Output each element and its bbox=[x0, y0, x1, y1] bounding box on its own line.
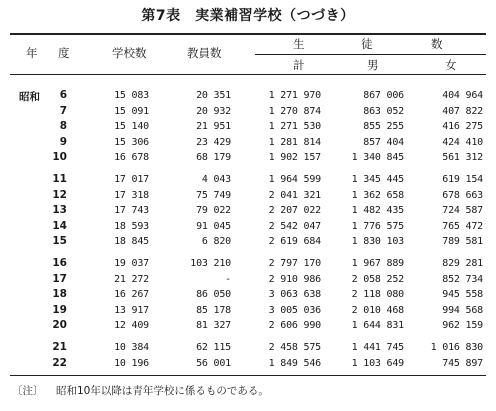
cell-total: 2 458 575 bbox=[268, 342, 321, 353]
cell-male: 867 006 bbox=[363, 90, 404, 101]
students-header-rule bbox=[255, 54, 486, 55]
row-year: 10 bbox=[52, 151, 67, 163]
row-year: 6 bbox=[59, 89, 67, 101]
cell-schools: 10 384 bbox=[114, 342, 149, 353]
cell-teachers: 62 115 bbox=[196, 342, 231, 353]
note-text: 昭和10年以降は青年学校に係るものである。 bbox=[56, 385, 269, 397]
row-year: 11 bbox=[52, 173, 67, 185]
cell-schools: 15 091 bbox=[114, 105, 149, 117]
cell-total: 1 902 157 bbox=[268, 152, 321, 163]
cell-teachers: 86 050 bbox=[196, 289, 231, 300]
row-year: 19 bbox=[52, 303, 67, 316]
cell-male: 1 482 435 bbox=[351, 205, 404, 216]
cell-female: 678 663 bbox=[442, 189, 483, 201]
cell-female: 619 154 bbox=[442, 174, 483, 185]
row-year: 17 bbox=[52, 272, 67, 285]
header-male: 男 bbox=[367, 58, 379, 72]
cell-male: 1 967 889 bbox=[351, 258, 404, 269]
cell-total: 1 270 874 bbox=[268, 105, 321, 117]
cell-female: 962 159 bbox=[442, 320, 483, 331]
row-year: 13 bbox=[52, 204, 67, 216]
row-year: 12 bbox=[52, 188, 67, 201]
header-teachers: 教員数 bbox=[187, 46, 222, 60]
cell-schools: 16 678 bbox=[114, 152, 149, 163]
header-bottom-rule bbox=[10, 74, 486, 75]
cell-teachers: 20 351 bbox=[196, 90, 231, 101]
cell-male: 1 103 649 bbox=[351, 357, 404, 369]
cell-teachers: 20 932 bbox=[196, 105, 231, 117]
cell-male: 1 644 831 bbox=[351, 320, 404, 331]
cell-total: 2 207 022 bbox=[268, 205, 321, 216]
cell-total: 2 606 990 bbox=[268, 320, 321, 331]
row-year: 9 bbox=[59, 135, 67, 148]
cell-male: 855 255 bbox=[363, 121, 404, 132]
cell-total: 1 281 814 bbox=[268, 136, 321, 148]
cell-male: 863 052 bbox=[363, 105, 404, 117]
cell-teachers: 103 210 bbox=[190, 258, 231, 269]
cell-total: 1 849 546 bbox=[268, 357, 321, 369]
cell-male: 2 010 468 bbox=[351, 304, 404, 316]
cell-female: 724 587 bbox=[442, 205, 483, 216]
cell-teachers: 56 001 bbox=[196, 357, 231, 369]
cell-schools: 18 845 bbox=[114, 236, 149, 247]
cell-male: 2 058 252 bbox=[351, 273, 404, 285]
cell-schools: 12 409 bbox=[114, 320, 149, 331]
cell-teachers: 85 178 bbox=[196, 304, 231, 316]
cell-teachers: 79 022 bbox=[196, 205, 231, 216]
cell-teachers: 4 043 bbox=[201, 174, 231, 185]
cell-schools: 17 743 bbox=[114, 205, 149, 216]
cell-female: 416 275 bbox=[442, 121, 483, 132]
header-students-2: 徒 bbox=[361, 37, 373, 51]
row-year: 20 bbox=[52, 319, 67, 331]
cell-total: 2 542 047 bbox=[268, 220, 321, 232]
cell-schools: 17 318 bbox=[114, 189, 149, 201]
header-female: 女 bbox=[445, 58, 457, 72]
cell-female: 424 410 bbox=[442, 136, 483, 148]
cell-total: 1 271 530 bbox=[268, 121, 321, 132]
cell-schools: 21 272 bbox=[114, 273, 149, 285]
cell-male: 1 830 103 bbox=[351, 236, 404, 247]
top-rule bbox=[10, 33, 486, 35]
cell-female: 852 734 bbox=[442, 273, 483, 285]
cell-total: 2 041 321 bbox=[268, 189, 321, 201]
table-title: 第7表 実業補習学校（つづき） bbox=[141, 8, 355, 24]
era-label: 昭和 bbox=[19, 91, 40, 103]
cell-male: 1 776 575 bbox=[351, 220, 404, 232]
note-label: 〔注〕 bbox=[12, 385, 44, 397]
row-year: 14 bbox=[52, 219, 67, 232]
row-year: 21 bbox=[52, 341, 67, 353]
cell-female: 407 822 bbox=[442, 105, 483, 117]
row-year: 15 bbox=[52, 235, 67, 247]
cell-female: 765 472 bbox=[442, 220, 483, 232]
cell-male: 857 404 bbox=[363, 136, 404, 148]
row-year: 16 bbox=[52, 257, 67, 269]
cell-total: 1 964 599 bbox=[268, 174, 321, 185]
cell-female: 829 281 bbox=[442, 258, 483, 269]
cell-teachers: - bbox=[225, 273, 231, 285]
row-year: 8 bbox=[59, 120, 67, 132]
cell-teachers: 23 429 bbox=[196, 136, 231, 148]
cell-female: 945 558 bbox=[442, 289, 483, 300]
cell-teachers: 21 951 bbox=[196, 121, 231, 132]
cell-male: 1 441 745 bbox=[351, 342, 404, 353]
cell-schools: 16 267 bbox=[114, 289, 149, 300]
cell-female: 789 581 bbox=[442, 236, 483, 247]
row-year: 18 bbox=[52, 288, 67, 300]
header-students-1: 生 bbox=[293, 37, 305, 51]
cell-male: 1 345 445 bbox=[351, 174, 404, 185]
row-year: 22 bbox=[52, 356, 67, 369]
cell-schools: 15 306 bbox=[114, 136, 149, 148]
cell-total: 3 063 638 bbox=[268, 289, 321, 300]
cell-schools: 15 083 bbox=[114, 90, 149, 101]
cell-schools: 13 917 bbox=[114, 304, 149, 316]
cell-schools: 18 593 bbox=[114, 220, 149, 232]
row-year: 7 bbox=[59, 104, 67, 117]
cell-total: 2 619 684 bbox=[268, 236, 321, 247]
cell-female: 561 312 bbox=[442, 152, 483, 163]
header-nendo-2: 度 bbox=[58, 46, 70, 60]
cell-schools: 15 140 bbox=[114, 121, 149, 132]
header-schools: 学校数 bbox=[112, 46, 147, 60]
bottom-rule bbox=[10, 375, 486, 376]
cell-total: 1 271 970 bbox=[268, 90, 321, 101]
cell-female: 1 016 830 bbox=[430, 342, 483, 353]
cell-female: 404 964 bbox=[442, 90, 483, 101]
cell-total: 2 797 170 bbox=[268, 258, 321, 269]
cell-schools: 19 037 bbox=[114, 258, 149, 269]
cell-schools: 17 017 bbox=[114, 174, 149, 185]
cell-male: 1 340 845 bbox=[351, 152, 404, 163]
cell-teachers: 81 327 bbox=[196, 320, 231, 331]
cell-total: 3 005 036 bbox=[268, 304, 321, 316]
header-students-3: 数 bbox=[431, 37, 443, 51]
cell-female: 745 897 bbox=[442, 357, 483, 369]
cell-total: 2 910 986 bbox=[268, 273, 321, 285]
cell-male: 1 362 658 bbox=[351, 189, 404, 201]
cell-teachers: 68 179 bbox=[196, 152, 231, 163]
cell-teachers: 6 820 bbox=[201, 236, 231, 247]
header-total: 計 bbox=[293, 58, 305, 72]
cell-schools: 10 196 bbox=[114, 357, 149, 369]
cell-teachers: 75 749 bbox=[196, 189, 231, 201]
cell-teachers: 91 045 bbox=[196, 220, 231, 232]
header-nendo-1: 年 bbox=[26, 46, 38, 60]
cell-female: 994 568 bbox=[442, 304, 483, 316]
cell-male: 2 118 080 bbox=[351, 289, 404, 300]
